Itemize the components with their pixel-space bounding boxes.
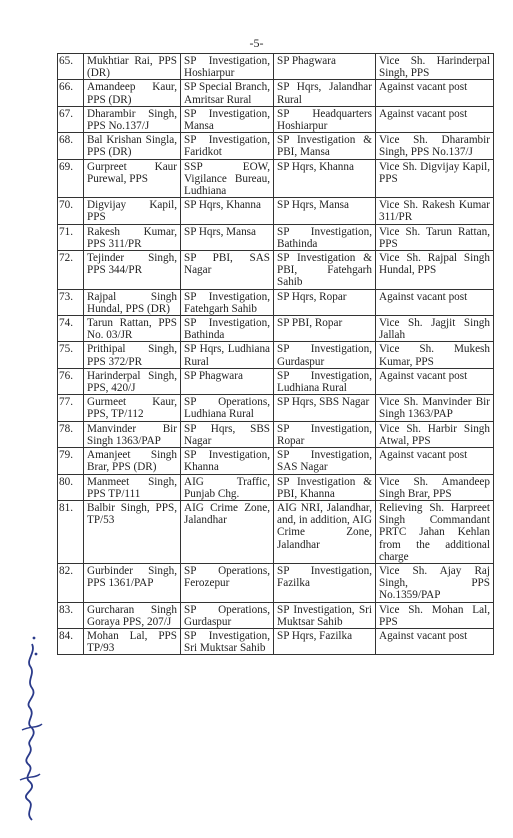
serial-number-cell: 74. xyxy=(58,316,84,342)
remarks-cell: Vice Sh. Tarun Rattan, PPS xyxy=(376,224,494,250)
serial-number-cell: 72. xyxy=(58,251,84,290)
page-number: -5- xyxy=(249,36,264,50)
serial-number-cell: 75. xyxy=(58,342,84,368)
posting-from-cell: SP Special Branch, Amritsar Rural xyxy=(181,80,274,106)
posting-from-cell: SP Operations, Ferozepur xyxy=(181,563,274,602)
posting-from-cell: SP Investigation, Fatehgarh Sahib xyxy=(181,289,274,315)
officer-name-cell: Tejinder Singh, PPS 344/PR xyxy=(84,251,181,290)
serial-number-cell: 80. xyxy=(58,474,84,500)
remarks-cell: Vice Sh. Harinderpal Singh, PPS xyxy=(376,54,494,80)
table-row xyxy=(58,368,494,394)
posting-to-cell: SP Investigation & PBI, Khanna xyxy=(274,474,376,500)
posting-from-cell: SP Hqrs, SBS Nagar xyxy=(181,421,274,447)
serial-number-cell: 81. xyxy=(58,500,84,563)
table-row xyxy=(58,602,494,628)
serial-number-cell: 71. xyxy=(58,224,84,250)
serial-number-cell: 76. xyxy=(58,368,84,394)
transfer-table xyxy=(57,53,494,655)
posting-from-cell: SP Investigation, Bathinda xyxy=(181,316,274,342)
remarks-cell: Vice Sh. Digvijay Kapil, PPS xyxy=(376,159,494,198)
table-row xyxy=(58,563,494,602)
officer-name-cell: Mohan Lal, PPS TP/93 xyxy=(84,628,181,654)
posting-to-cell: SP Investigation, Fazilka xyxy=(274,563,376,602)
officer-name-cell: Bal Krishan Singla, PPS (DR) xyxy=(84,133,181,159)
table-row xyxy=(58,448,494,474)
serial-number-cell: 67. xyxy=(58,106,84,132)
posting-to-cell: SP Investigation, Sri Muktsar Sahib xyxy=(274,602,376,628)
posting-to-cell: SP Investigation, Gurdaspur xyxy=(274,342,376,368)
posting-to-cell: SP Investigation, SAS Nagar xyxy=(274,448,376,474)
serial-number-cell: 69. xyxy=(58,159,84,198)
remarks-cell: Vice Sh. Rakesh Kumar 311/PR xyxy=(376,198,494,224)
remarks-cell: Against vacant post xyxy=(376,106,494,132)
posting-to-cell: SP Hqrs, SBS Nagar xyxy=(274,395,376,421)
handwritten-signature xyxy=(10,630,46,825)
table-row xyxy=(58,500,494,563)
posting-to-cell: AIG NRI, Jalandhar, and, in addition, AIG Crime Zone, Jalandhar xyxy=(274,500,376,563)
posting-to-cell: SP Investigation, Ludhiana Rural xyxy=(274,368,376,394)
posting-from-cell: SP Investigation, Hoshiarpur xyxy=(181,54,274,80)
table-row xyxy=(58,224,494,250)
officer-name-cell: Gurcharan Singh Goraya PPS, 207/J xyxy=(84,602,181,628)
posting-to-cell: SP Hqrs, Jalandhar Rural xyxy=(274,80,376,106)
posting-to-cell: SP Investigation & PBI, Mansa xyxy=(274,133,376,159)
table-row xyxy=(58,316,494,342)
posting-to-cell: SP Hqrs, Ropar xyxy=(274,289,376,315)
posting-to-cell: SP Headquarters Hoshiarpur xyxy=(274,106,376,132)
remarks-cell: Against vacant post xyxy=(376,368,494,394)
posting-to-cell: SP Hqrs, Khanna xyxy=(274,159,376,198)
remarks-cell: Vice Sh. Jagjit Singh Jallah xyxy=(376,316,494,342)
table-row xyxy=(58,474,494,500)
remarks-cell: Vice Sh. Amandeep Singh Brar, PPS xyxy=(376,474,494,500)
remarks-cell: Vice Sh. Manvinder Bir Singh 1363/PAP xyxy=(376,395,494,421)
table-row xyxy=(58,628,494,654)
posting-from-cell: SSP EOW, Vigilance Bureau, Ludhiana xyxy=(181,159,274,198)
remarks-cell: Against vacant post xyxy=(376,448,494,474)
posting-from-cell: SP Operations, Ludhiana Rural xyxy=(181,395,274,421)
serial-number-cell: 82. xyxy=(58,563,84,602)
posting-to-cell: SP Hqrs, Fazilka xyxy=(274,628,376,654)
officer-name-cell: Dharambir Singh, PPS No.137/J xyxy=(84,106,181,132)
serial-number-cell: 83. xyxy=(58,602,84,628)
officer-name-cell: Manvinder Bir Singh 1363/PAP xyxy=(84,421,181,447)
serial-number-cell: 70. xyxy=(58,198,84,224)
table-row xyxy=(58,54,494,80)
officer-name-cell: Manmeet Singh, PPS TP/111 xyxy=(84,474,181,500)
officer-name-cell: Gurmeet Kaur, PPS, TP/112 xyxy=(84,395,181,421)
serial-number-cell: 84. xyxy=(58,628,84,654)
remarks-cell: Against vacant post xyxy=(376,628,494,654)
posting-from-cell: SP Investigation, Faridkot xyxy=(181,133,274,159)
posting-from-cell: SP Investigation, Khanna xyxy=(181,448,274,474)
posting-from-cell: AIG Crime Zone, Jalandhar xyxy=(181,500,274,563)
remarks-cell: Vice Sh. Harbir Singh Atwal, PPS xyxy=(376,421,494,447)
table-row xyxy=(58,421,494,447)
remarks-cell: Vice Sh. Mohan Lal, PPS xyxy=(376,602,494,628)
remarks-cell: Vice Sh. Rajpal Singh Hundal, PPS xyxy=(376,251,494,290)
posting-from-cell: SP PBI, SAS Nagar xyxy=(181,251,274,290)
officer-name-cell: Amanjeet Singh Brar, PPS (DR) xyxy=(84,448,181,474)
table-row xyxy=(58,80,494,106)
posting-from-cell: SP Investigation, Sri Muktsar Sahib xyxy=(181,628,274,654)
serial-number-cell: 78. xyxy=(58,421,84,447)
posting-from-cell: SP Hqrs, Mansa xyxy=(181,224,274,250)
table-row xyxy=(58,395,494,421)
posting-from-cell: AIG Traffic, Punjab Chg. xyxy=(181,474,274,500)
table-row xyxy=(58,198,494,224)
remarks-cell: Vice Sh. Ajay Raj Singh, PPS No.1359/PAP xyxy=(376,563,494,602)
posting-to-cell: SP Investigation & PBI, Fatehgarh Sahib xyxy=(274,251,376,290)
posting-from-cell: SP Phagwara xyxy=(181,368,274,394)
table-row xyxy=(58,133,494,159)
remarks-cell: Relieving Sh. Harpreet Singh Commandant PRTC Jahan Kehlan from the additional charge xyxy=(376,500,494,563)
serial-number-cell: 66. xyxy=(58,80,84,106)
serial-number-cell: 77. xyxy=(58,395,84,421)
officer-name-cell: Amandeep Kaur, PPS (DR) xyxy=(84,80,181,106)
serial-number-cell: 79. xyxy=(58,448,84,474)
transfer-table-body xyxy=(58,54,494,655)
posting-from-cell: SP Hqrs, Khanna xyxy=(181,198,274,224)
posting-to-cell: SP Investigation, Bathinda xyxy=(274,224,376,250)
posting-from-cell: SP Investigation, Mansa xyxy=(181,106,274,132)
officer-name-cell: Prithipal Singh, PPS 372/PR xyxy=(84,342,181,368)
remarks-cell: Vice Sh. Mukesh Kumar, PPS xyxy=(376,342,494,368)
table-row xyxy=(58,342,494,368)
officer-name-cell: Balbir Singh, PPS, TP/53 xyxy=(84,500,181,563)
table-row xyxy=(58,251,494,290)
table-row xyxy=(58,159,494,198)
officer-name-cell: Gurbinder Singh, PPS 1361/PAP xyxy=(84,563,181,602)
serial-number-cell: 68. xyxy=(58,133,84,159)
table-row xyxy=(58,106,494,132)
officer-name-cell: Rajpal Singh Hundal, PPS (DR) xyxy=(84,289,181,315)
officer-name-cell: Gurpreet Kaur Purewal, PPS xyxy=(84,159,181,198)
officer-name-cell: Digvijay Kapil, PPS xyxy=(84,198,181,224)
remarks-cell: Against vacant post xyxy=(376,80,494,106)
officer-name-cell: Tarun Rattan, PPS No. 03/JR xyxy=(84,316,181,342)
remarks-cell: Against vacant post xyxy=(376,289,494,315)
posting-to-cell: SP Phagwara xyxy=(274,54,376,80)
table-row xyxy=(58,289,494,315)
posting-from-cell: SP Hqrs, Ludhiana Rural xyxy=(181,342,274,368)
officer-name-cell: Mukhtiar Rai, PPS (DR) xyxy=(84,54,181,80)
posting-to-cell: SP Hqrs, Mansa xyxy=(274,198,376,224)
posting-from-cell: SP Operations, Gurdaspur xyxy=(181,602,274,628)
posting-to-cell: SP PBI, Ropar xyxy=(274,316,376,342)
serial-number-cell: 65. xyxy=(58,54,84,80)
posting-to-cell: SP Investigation, Ropar xyxy=(274,421,376,447)
serial-number-cell: 73. xyxy=(58,289,84,315)
officer-name-cell: Rakesh Kumar, PPS 311/PR xyxy=(84,224,181,250)
remarks-cell: Vice Sh. Dharambir Singh, PPS No.137/J xyxy=(376,133,494,159)
officer-name-cell: Harinderpal Singh, PPS, 420/J xyxy=(84,368,181,394)
